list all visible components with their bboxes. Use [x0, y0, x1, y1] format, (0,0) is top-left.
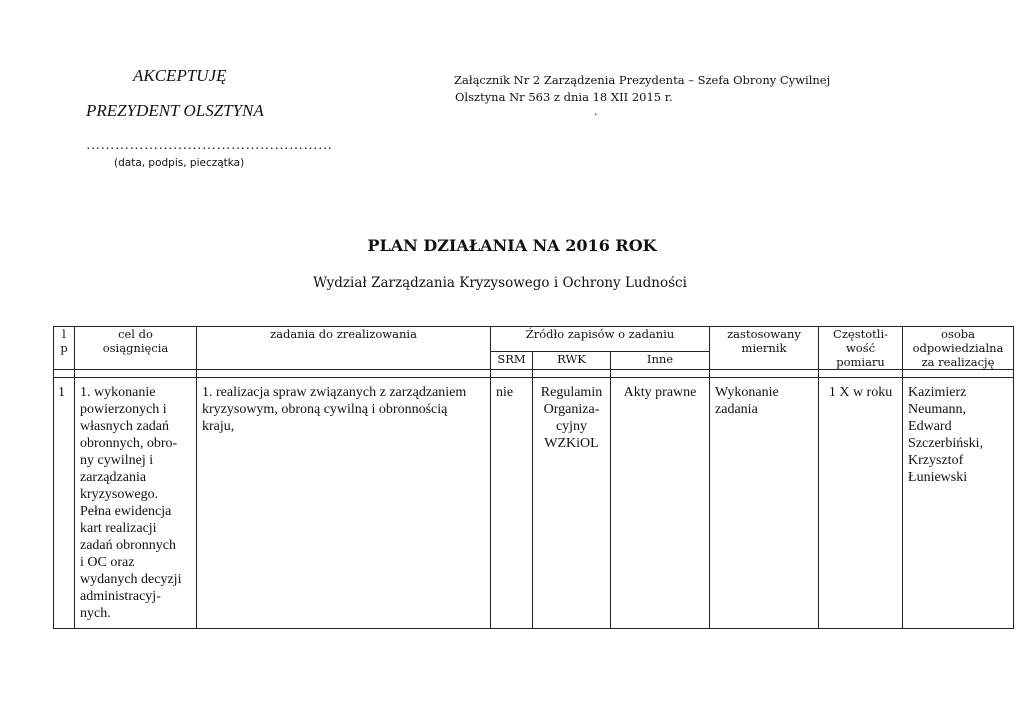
cell-person: Kazimierz Neumann, Edward Szczerbiński, Krzysztof Łuniewski: [903, 378, 1014, 629]
header-tasks: zadania do zrealizowania: [197, 327, 491, 370]
cell-other: Akty prawne: [611, 378, 710, 629]
annex-block: [454, 72, 874, 106]
subheader-rwk: RWK: [533, 351, 611, 369]
header-measure: zastosowany miernik: [710, 327, 819, 370]
subheader-srm: SRM: [491, 351, 533, 369]
cell-measure: Wykonanie zadania: [710, 378, 819, 629]
signature-caption: (data, podpis, pieczątka): [114, 157, 245, 169]
header-goal: cel do osiągnięcia: [75, 327, 197, 370]
subheader-other: Inne: [611, 351, 710, 369]
header-lp: l p: [54, 327, 75, 370]
annex-line-1: Załącznik Nr 2 Zarządzenia Prezydenta – Szefa Obrony Cywilnej: [454, 73, 831, 87]
annex-line-2: Olsztyna Nr 563 z dnia 18 XII 2015 r.: [455, 90, 673, 104]
cell-goal: 1. wykonanie powierzonych i własnych zadań obronnych, obro- ny cywilnej i zarządzania kryzysowego. Pełna ewidencja kart realizacji zadań obronnych i OC oraz wydanych decyzji administracyj- nych.: [75, 378, 197, 629]
cell-srm: nie: [491, 378, 533, 629]
table-row: [54, 378, 1014, 629]
cell-frequency: 1 X w roku: [819, 378, 903, 629]
cell-rwk: Regulamin Organiza- cyjny WZKiOL: [533, 378, 611, 629]
cell-tasks: 1. realizacja spraw związanych z zarządzaniem kryzysowym, obroną cywilną i obronnością kraju,: [197, 378, 491, 629]
cell-lp: 1: [54, 378, 75, 629]
header-source: Źródło zapisów o zadaniu: [491, 327, 710, 352]
header-person: osoba odpowiedzialna za realizację: [903, 327, 1014, 370]
accept-label: AKCEPTUJĘ: [133, 66, 227, 85]
action-plan-table: [53, 326, 1014, 629]
document-title: PLAN DZIAŁANIA NA 2016 ROK: [367, 236, 657, 255]
header-frequency: Częstotli- wość pomiaru: [819, 327, 903, 370]
signature-line: ……………………………………………: [86, 138, 333, 153]
document-subtitle: Wydział Zarządzania Kryzysowego i Ochrony Ludności: [313, 275, 687, 291]
annex-dot: .: [594, 105, 598, 118]
president-label: PREZYDENT OLSZTYNA: [86, 101, 264, 120]
